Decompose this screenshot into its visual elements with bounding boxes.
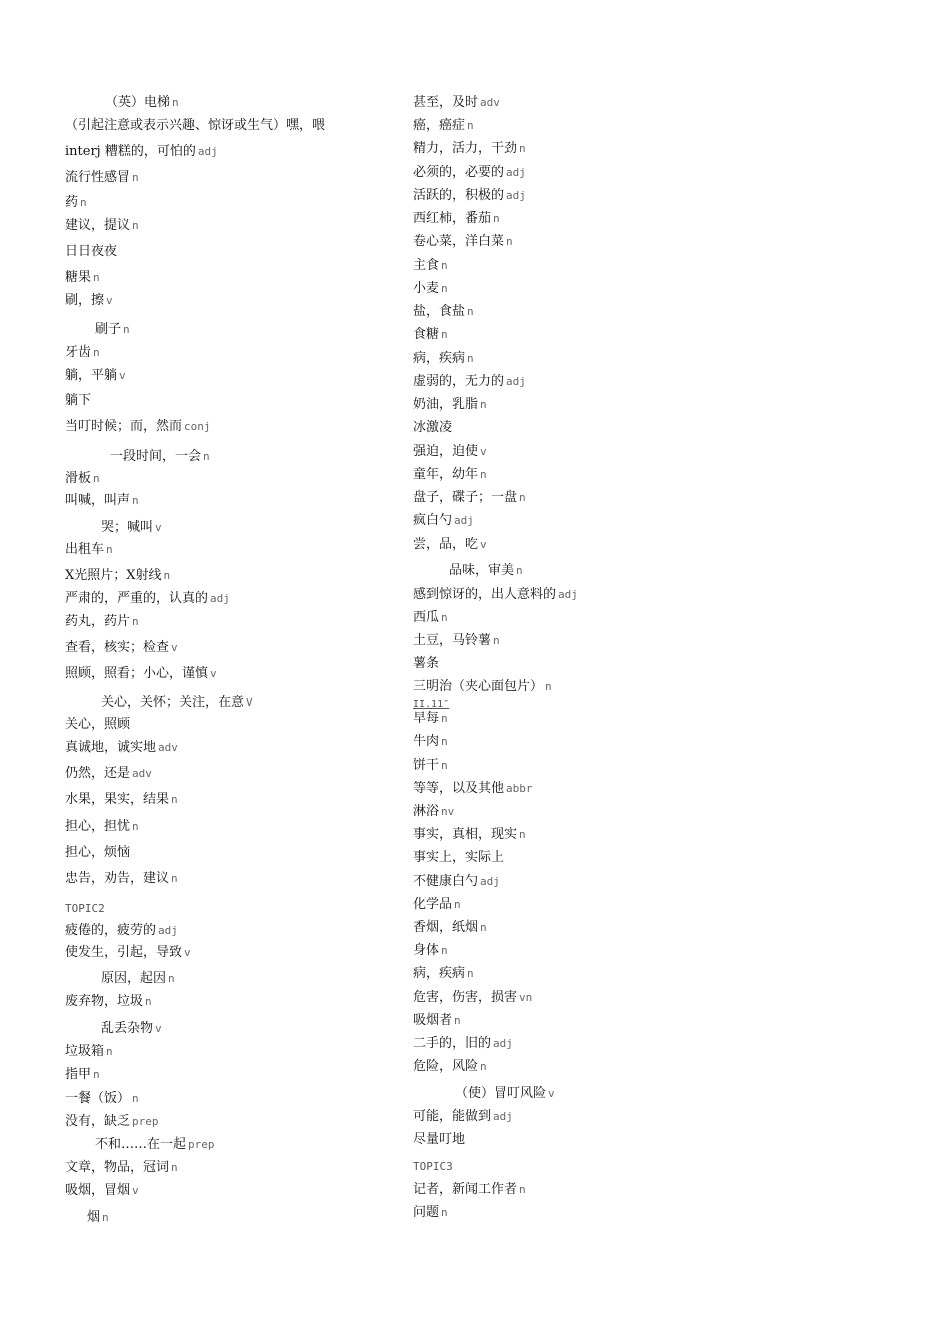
vocab-meaning: 文章，物品，冠词 bbox=[65, 1160, 170, 1175]
part-of-speech: n bbox=[467, 967, 474, 980]
vocab-meaning: 照顾，照看；小心，谨慎 bbox=[65, 666, 209, 681]
part-of-speech: adj bbox=[480, 875, 500, 888]
vocab-meaning: 指甲 bbox=[65, 1067, 92, 1082]
vocab-entry bbox=[413, 804, 454, 820]
vocab-meaning: 薯条 bbox=[413, 656, 440, 671]
vocab-entry bbox=[65, 1044, 113, 1060]
vocab-meaning: 忠告，劝告，建议 bbox=[65, 871, 170, 886]
vocab-entry bbox=[413, 258, 448, 274]
vocab-entry bbox=[413, 850, 504, 866]
vocab-entry bbox=[65, 1091, 139, 1107]
part-of-speech: n bbox=[132, 494, 139, 507]
vocab-meaning: 饼干 bbox=[413, 758, 440, 773]
vocab-meaning: 盘子，碟子；一盘 bbox=[413, 490, 518, 505]
part-of-speech: adj bbox=[454, 514, 474, 527]
part-of-speech: adv bbox=[158, 741, 178, 754]
part-of-speech: n bbox=[545, 680, 552, 693]
part-of-speech: n bbox=[132, 171, 139, 184]
vocab-meaning: 等等，以及其他 bbox=[413, 781, 505, 796]
part-of-speech: n bbox=[467, 119, 474, 132]
vocab-entry bbox=[65, 244, 117, 260]
vocab-entry bbox=[413, 537, 487, 553]
vocab-meaning: 主食 bbox=[413, 258, 440, 273]
vocab-meaning: 不健康白勺 bbox=[413, 874, 479, 889]
vocab-entry bbox=[413, 1205, 448, 1221]
part-of-speech: v bbox=[184, 946, 191, 959]
part-of-speech: adj bbox=[158, 924, 178, 937]
part-of-speech: n bbox=[480, 398, 487, 411]
part-of-speech: n bbox=[93, 472, 100, 485]
part-of-speech: v bbox=[210, 667, 217, 680]
vocab-meaning: 香烟，纸烟 bbox=[413, 920, 479, 935]
vocab-entry bbox=[413, 711, 448, 727]
part-of-speech: n bbox=[441, 735, 448, 748]
part-of-speech: n bbox=[168, 972, 175, 985]
part-of-speech: V bbox=[246, 696, 253, 709]
vocab-entry bbox=[95, 322, 130, 338]
part-of-speech: n bbox=[93, 346, 100, 359]
vocab-entry bbox=[65, 144, 218, 160]
vocab-meaning: 没有，缺乏 bbox=[65, 1114, 131, 1129]
vocab-entry bbox=[413, 610, 448, 626]
part-of-speech: v bbox=[132, 1184, 139, 1197]
vocab-entry bbox=[65, 717, 130, 733]
part-of-speech: n bbox=[102, 1211, 109, 1224]
vocab-meaning: 一餐（饭） bbox=[65, 1091, 131, 1106]
vocab-entry bbox=[413, 827, 526, 843]
part-of-speech: n bbox=[132, 820, 139, 833]
vocab-entry bbox=[65, 270, 100, 286]
vocab-entry bbox=[413, 188, 526, 204]
part-of-speech: prep bbox=[188, 1138, 215, 1151]
part-of-speech: n bbox=[441, 1206, 448, 1219]
part-of-speech: n bbox=[519, 491, 526, 504]
part-of-speech: n bbox=[493, 212, 500, 225]
vocab-meaning: 尽量叮地 bbox=[413, 1132, 466, 1147]
vocab-entry bbox=[413, 1036, 513, 1052]
vocab-meaning: （英）电梯 bbox=[105, 95, 171, 110]
vocab-entry bbox=[413, 1182, 526, 1198]
vocab-entry bbox=[65, 493, 139, 509]
vocab-meaning: 躺下 bbox=[65, 393, 92, 408]
vocab-meaning: 仍然，还是 bbox=[65, 766, 131, 781]
vocab-entry bbox=[101, 695, 253, 711]
part-of-speech: n bbox=[519, 828, 526, 841]
vocab-entry bbox=[413, 920, 487, 936]
part-of-speech: n bbox=[171, 872, 178, 885]
vocab-meaning: 病，疾病 bbox=[413, 351, 466, 366]
vocab-entry bbox=[65, 1114, 159, 1130]
vocab-entry bbox=[413, 141, 526, 157]
vocab-entry bbox=[413, 758, 448, 774]
part-of-speech: conj bbox=[184, 420, 211, 433]
vocab-entry bbox=[413, 633, 500, 649]
vocab-meaning: 问题 bbox=[413, 1205, 440, 1220]
vocab-entry bbox=[65, 666, 217, 682]
vocab-entry bbox=[449, 563, 523, 579]
part-of-speech: v bbox=[106, 294, 113, 307]
part-of-speech: n bbox=[106, 1045, 113, 1058]
part-of-speech: v bbox=[155, 521, 162, 534]
vocab-entry bbox=[413, 118, 474, 134]
vocab-meaning: 冰激凌 bbox=[413, 420, 453, 435]
vocab-entry bbox=[101, 1021, 162, 1037]
vocab-meaning: 哭；喊叫 bbox=[101, 520, 154, 535]
part-of-speech: adj bbox=[493, 1037, 513, 1050]
vocab-entry bbox=[413, 1059, 487, 1075]
vocab-entry bbox=[413, 656, 439, 672]
vocab-entry bbox=[65, 419, 211, 435]
vocab-entry bbox=[413, 587, 578, 603]
vocab-entry bbox=[65, 1183, 139, 1199]
part-of-speech: n bbox=[441, 259, 448, 272]
vocab-entry bbox=[65, 368, 126, 384]
vocab-entry bbox=[65, 170, 139, 186]
vocab-meaning: （使）冒叮风险 bbox=[455, 1086, 547, 1101]
vocab-entry bbox=[413, 781, 533, 797]
vocab-meaning: 流行性感冒 bbox=[65, 170, 131, 185]
part-of-speech: n bbox=[106, 543, 113, 556]
part-of-speech: adj bbox=[506, 189, 526, 202]
vocab-entry bbox=[413, 874, 500, 890]
part-of-speech: n bbox=[454, 898, 461, 911]
vocab-entry bbox=[413, 444, 487, 460]
part-of-speech: n bbox=[132, 1092, 139, 1105]
vocab-entry bbox=[65, 118, 325, 134]
vocab-meaning: 出租车 bbox=[65, 542, 105, 557]
part-of-speech: n bbox=[493, 634, 500, 647]
part-of-speech: n bbox=[480, 468, 487, 481]
vocab-meaning: 食糖 bbox=[413, 327, 440, 342]
vocab-meaning: 小麦 bbox=[413, 281, 440, 296]
vocab-entry bbox=[110, 449, 210, 465]
vocab-entry bbox=[413, 351, 474, 367]
vocab-meaning: 躺，平躺 bbox=[65, 368, 118, 383]
part-of-speech: n bbox=[123, 323, 130, 336]
vocab-entry bbox=[65, 994, 152, 1010]
vocab-meaning: 淋浴 bbox=[413, 804, 440, 819]
part-of-speech: n bbox=[441, 759, 448, 772]
part-of-speech: adj bbox=[197, 145, 218, 158]
vocab-meaning: 病，疾病 bbox=[413, 966, 466, 981]
vocab-entry bbox=[413, 234, 513, 250]
part-of-speech: n bbox=[480, 1060, 487, 1073]
vocab-entry bbox=[65, 923, 178, 939]
part-of-speech: n bbox=[480, 921, 487, 934]
vocab-meaning: X光照片；X射线 bbox=[65, 568, 162, 583]
vocab-meaning: 疯白勺 bbox=[413, 513, 453, 528]
vocab-entry bbox=[413, 1013, 461, 1029]
vocab-entry bbox=[413, 1109, 513, 1125]
vocab-meaning: （引起注意或表示兴趣、惊讶或生气）嘿，喂 bbox=[65, 118, 326, 133]
part-of-speech: n bbox=[171, 793, 178, 806]
vocab-entry bbox=[65, 471, 100, 487]
vocab-meaning: 感到惊讶的，出人意料的 bbox=[413, 587, 557, 602]
vocab-meaning: 身体 bbox=[413, 943, 440, 958]
part-of-speech: n bbox=[441, 944, 448, 957]
part-of-speech: n bbox=[132, 615, 139, 628]
part-of-speech: prep bbox=[132, 1115, 159, 1128]
vocab-entry bbox=[65, 819, 139, 835]
vocab-entry bbox=[65, 568, 170, 584]
part-of-speech: n bbox=[93, 1068, 100, 1081]
vocab-entry bbox=[87, 1210, 109, 1226]
vocab-entry bbox=[413, 304, 474, 320]
vocab-meaning: 关心，照顾 bbox=[65, 717, 131, 732]
vocab-meaning: 垃圾箱 bbox=[65, 1044, 105, 1059]
part-of-speech: v bbox=[548, 1087, 555, 1100]
vocab-meaning: TOPIC3 bbox=[413, 1160, 453, 1173]
vocab-meaning: 西红柿，番茄 bbox=[413, 211, 492, 226]
vocab-entry bbox=[65, 792, 178, 808]
vocab-meaning: 关心，关怀；关注，在意 bbox=[101, 695, 245, 710]
part-of-speech: adv bbox=[132, 767, 152, 780]
vocab-meaning: 三明治（夹心面包片） bbox=[413, 679, 544, 694]
vocab-entry bbox=[65, 293, 113, 309]
vocab-meaning: 危险，风险 bbox=[413, 1059, 479, 1074]
vocab-entry bbox=[455, 1086, 555, 1102]
vocab-entry bbox=[413, 374, 526, 390]
vocab-meaning: 废弃物，垃圾 bbox=[65, 994, 144, 1009]
part-of-speech: adj bbox=[558, 588, 578, 601]
vocab-meaning: 可能，能做到 bbox=[413, 1109, 492, 1124]
vocab-entry bbox=[413, 1132, 465, 1148]
vocab-meaning: 药丸，药片 bbox=[65, 614, 131, 629]
part-of-speech: n bbox=[145, 995, 152, 1008]
vocab-entry bbox=[65, 393, 91, 409]
vocab-meaning: 叫喊，叫声 bbox=[65, 493, 131, 508]
part-of-speech: n bbox=[163, 569, 171, 582]
vocab-entry bbox=[65, 871, 178, 887]
vocab-entry bbox=[413, 420, 452, 436]
vocab-meaning: 疲倦的，疲劳的 bbox=[65, 923, 157, 938]
vocab-meaning: 使发生，引起，导致 bbox=[65, 945, 183, 960]
vocab-entry bbox=[413, 490, 526, 506]
vocab-meaning: 吸烟，冒烟 bbox=[65, 1183, 131, 1198]
vocab-entry bbox=[413, 211, 500, 227]
part-of-speech: n bbox=[441, 712, 448, 725]
vocab-entry bbox=[413, 897, 461, 913]
vocab-meaning: 二手的，旧的 bbox=[413, 1036, 492, 1051]
part-of-speech: n bbox=[132, 219, 139, 232]
vocab-meaning: 化学品 bbox=[413, 897, 453, 912]
part-of-speech: n bbox=[519, 1183, 526, 1196]
vocab-meaning: 强迫，迫使 bbox=[413, 444, 479, 459]
vocab-entry bbox=[65, 345, 100, 361]
part-of-speech: v bbox=[480, 538, 487, 551]
vocab-meaning: 糖果 bbox=[65, 270, 92, 285]
vocab-entry bbox=[65, 1160, 178, 1176]
vocab-meaning: 真诚地，诚实地 bbox=[65, 740, 157, 755]
vocab-meaning: 刷子 bbox=[95, 322, 122, 337]
part-of-speech: v bbox=[171, 641, 178, 654]
vocab-meaning: 水果，果实，结果 bbox=[65, 792, 170, 807]
vocab-meaning: 原因，起因 bbox=[101, 971, 167, 986]
topic-heading bbox=[413, 1159, 453, 1175]
vocab-meaning: 查看，核实；检查 bbox=[65, 640, 170, 655]
vocab-entry bbox=[65, 766, 152, 782]
part-of-speech: adv bbox=[480, 96, 500, 109]
part-of-speech: n bbox=[467, 305, 474, 318]
vocab-meaning: 虚弱的，无力的 bbox=[413, 374, 505, 389]
vocab-entry bbox=[65, 1067, 100, 1083]
topic-heading bbox=[65, 901, 105, 917]
part-of-speech: v bbox=[155, 1022, 162, 1035]
vocab-entry bbox=[65, 195, 87, 211]
vocab-meaning: 品味，审美 bbox=[449, 563, 515, 578]
vocab-entry bbox=[65, 218, 139, 234]
part-of-speech: vn bbox=[519, 991, 533, 1004]
vocab-meaning: 盐，食盐 bbox=[413, 304, 466, 319]
vocab-meaning: 担心，担忧 bbox=[65, 819, 131, 834]
vocab-entry bbox=[101, 971, 175, 987]
vocab-meaning: 尝，品，吃 bbox=[413, 537, 479, 552]
vocab-meaning: 记者，新闻工作者 bbox=[413, 1182, 518, 1197]
vocab-meaning: 精力，活力，干劲 bbox=[413, 141, 518, 156]
part-of-speech: abbr bbox=[506, 782, 533, 795]
part-of-speech: n bbox=[441, 611, 448, 624]
vocab-meaning: 滑板 bbox=[65, 471, 92, 486]
vocab-entry bbox=[413, 734, 448, 750]
vocab-meaning: 严肃的，严重的，认真的 bbox=[65, 591, 209, 606]
vocab-meaning: 药 bbox=[65, 195, 79, 210]
vocab-meaning: 卷心菜，洋白菜 bbox=[413, 234, 505, 249]
part-of-speech: n bbox=[441, 282, 448, 295]
vocab-meaning: 担心，烦恼 bbox=[65, 845, 131, 860]
vocab-meaning: interj 糟糕的，可怕的 bbox=[65, 144, 196, 159]
vocab-meaning: TOPIC2 bbox=[65, 902, 105, 915]
part-of-speech: n bbox=[203, 450, 210, 463]
part-of-speech: n bbox=[93, 271, 100, 284]
vocab-meaning: 童年，幼年 bbox=[413, 467, 479, 482]
vocab-entry bbox=[413, 990, 532, 1006]
vocab-meaning: 不和……在一起 bbox=[95, 1137, 187, 1152]
vocab-meaning: 烟 bbox=[87, 1210, 101, 1225]
vocab-meaning: 建议，提议 bbox=[65, 218, 131, 233]
vocab-entry bbox=[65, 945, 191, 961]
vocab-entry bbox=[413, 467, 487, 483]
vocab-meaning: 日日夜夜 bbox=[65, 244, 118, 259]
part-of-speech: n bbox=[516, 564, 523, 577]
vocab-entry bbox=[413, 327, 448, 343]
part-of-speech: n bbox=[441, 328, 448, 341]
vocab-entry bbox=[413, 513, 474, 529]
part-of-speech: n bbox=[519, 142, 526, 155]
vocab-meaning: 事实上，实际上 bbox=[413, 850, 505, 865]
vocab-entry bbox=[65, 845, 130, 861]
vocab-entry bbox=[65, 591, 230, 607]
vocab-meaning: 必须的，必要的 bbox=[413, 165, 505, 180]
part-of-speech: n bbox=[467, 352, 474, 365]
vocab-entry bbox=[413, 943, 448, 959]
part-of-speech: adj bbox=[506, 166, 526, 179]
vocab-meaning: 当叮时候；而，然而 bbox=[65, 419, 183, 434]
vocab-entry bbox=[413, 165, 526, 181]
vocab-meaning: 甚至，及时 bbox=[413, 95, 479, 110]
vocab-meaning: 刷，擦 bbox=[65, 293, 105, 308]
vocab-entry bbox=[65, 640, 178, 656]
vocab-meaning: 早每 bbox=[413, 711, 440, 726]
vocab-meaning: 事实，真相，现实 bbox=[413, 827, 518, 842]
vocab-entry bbox=[413, 966, 474, 982]
part-of-speech: nv bbox=[441, 805, 455, 818]
vocab-entry bbox=[95, 1137, 215, 1153]
part-of-speech: n bbox=[454, 1014, 461, 1027]
part-of-speech: v bbox=[480, 445, 487, 458]
vocab-entry bbox=[413, 281, 448, 297]
part-of-speech: n bbox=[172, 96, 179, 109]
vocab-entry bbox=[413, 679, 552, 695]
vocab-meaning: 奶油，乳脂 bbox=[413, 397, 479, 412]
vocab-entry bbox=[65, 542, 113, 558]
vocab-meaning: 土豆，马铃薯 bbox=[413, 633, 492, 648]
vocab-entry bbox=[65, 614, 139, 630]
vocab-meaning: 吸烟者 bbox=[413, 1013, 453, 1028]
part-of-speech: adj bbox=[210, 592, 230, 605]
vocab-entry bbox=[105, 95, 179, 111]
vocab-entry bbox=[65, 740, 178, 756]
vocab-meaning: 西瓜 bbox=[413, 610, 440, 625]
part-of-speech: n bbox=[506, 235, 513, 248]
part-of-speech: adj bbox=[493, 1110, 513, 1123]
part-of-speech: n bbox=[80, 196, 87, 209]
part-of-speech: v bbox=[119, 369, 126, 382]
part-of-speech: adj bbox=[506, 375, 526, 388]
vocab-meaning: 危害，伤害，损害 bbox=[413, 990, 518, 1005]
vocab-meaning: II.11″ bbox=[413, 699, 450, 710]
vocab-meaning: 活跃的，积极的 bbox=[413, 188, 505, 203]
vocab-meaning: 一段时间，一会 bbox=[110, 449, 202, 464]
vocab-meaning: 癌，癌症 bbox=[413, 118, 466, 133]
vocab-meaning: 牛肉 bbox=[413, 734, 440, 749]
vocab-entry bbox=[413, 397, 487, 413]
vocab-meaning: 牙齿 bbox=[65, 345, 92, 360]
vocab-entry bbox=[101, 520, 162, 536]
vocab-meaning: 乱丢杂物 bbox=[101, 1021, 154, 1036]
vocab-entry bbox=[413, 95, 500, 111]
part-of-speech: n bbox=[171, 1161, 178, 1174]
